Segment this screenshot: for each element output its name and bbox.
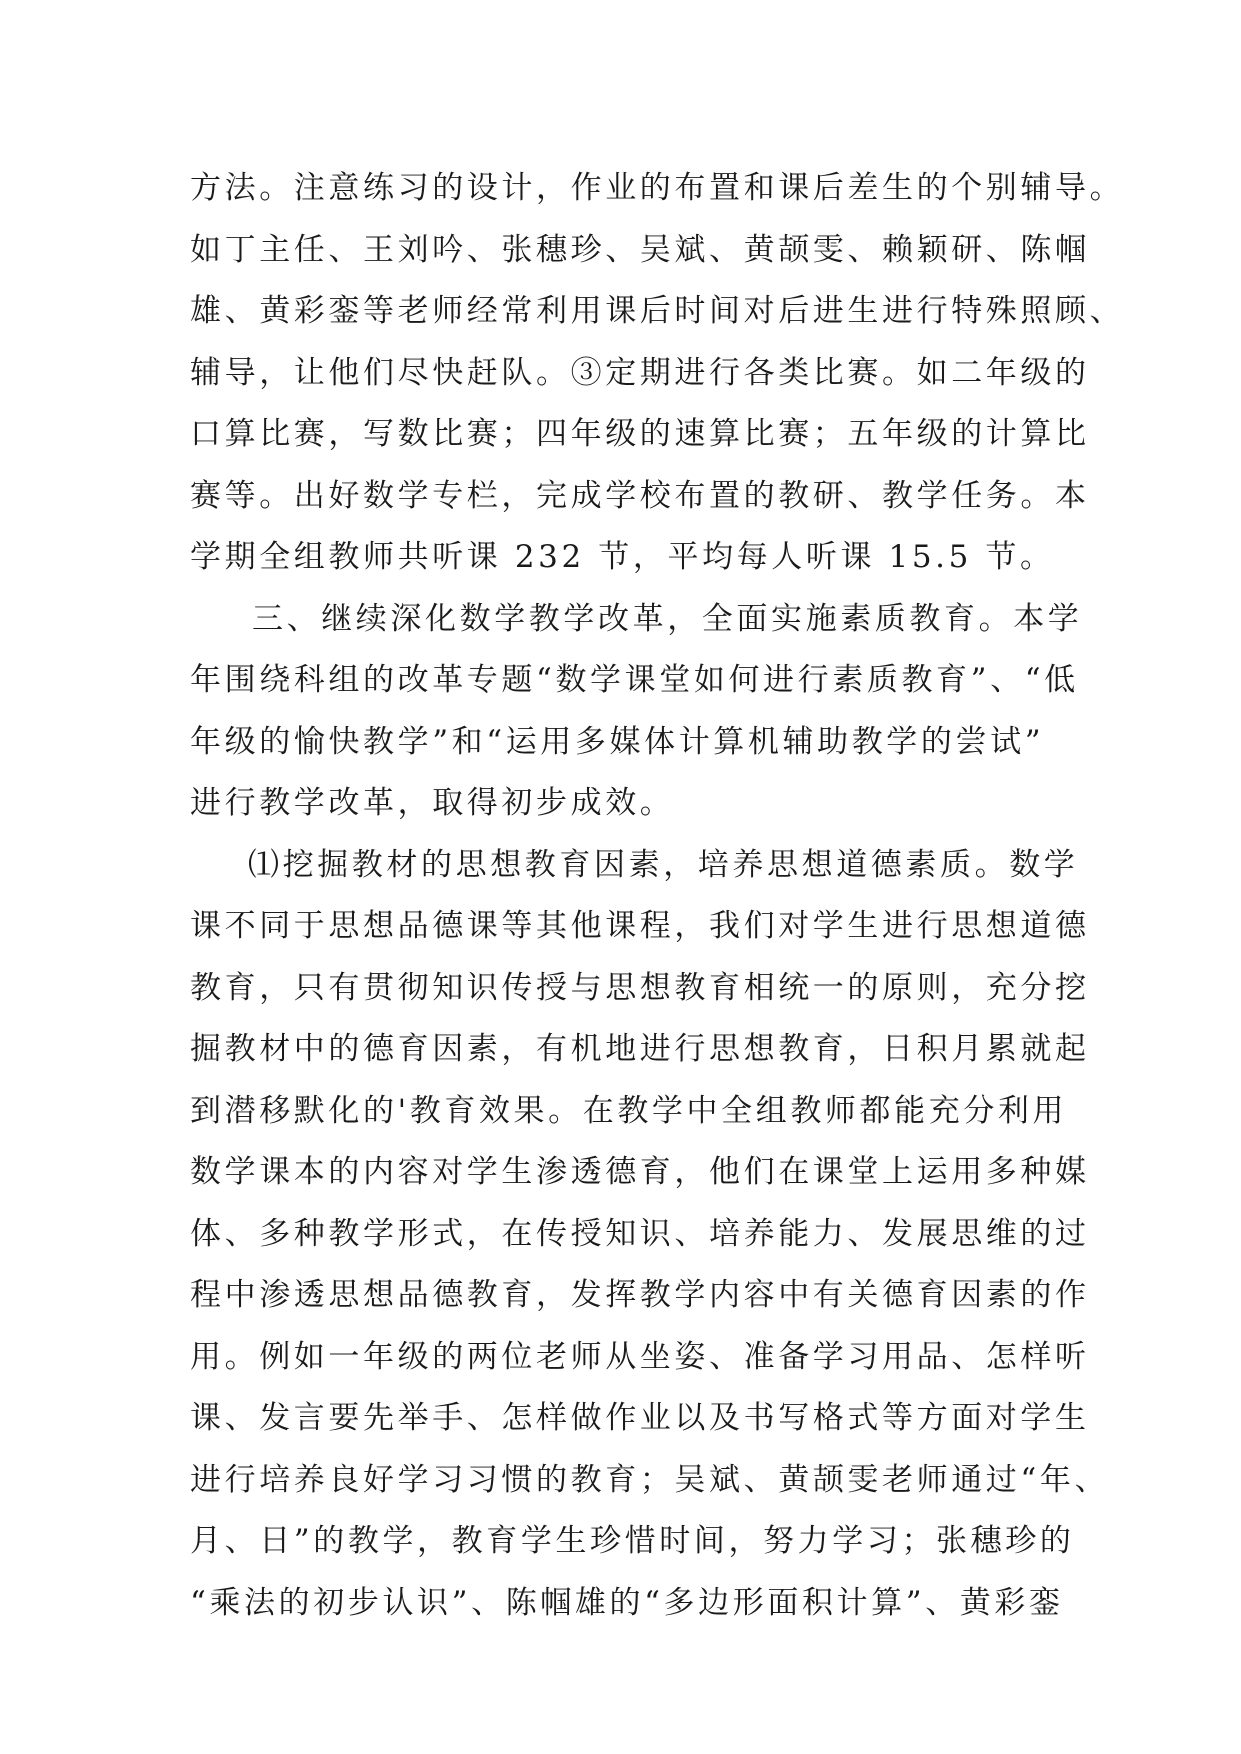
text-line: 年围绕科组的改革专题“数学课堂如何进行素质教育”、“低 (190, 662, 1079, 698)
text-line: 如丁主任、王刘吟、张穗珍、吴斌、黄颉雯、赖颖研、陈帼 (190, 232, 1090, 268)
text-line: 口算比赛，写数比赛；四年级的速算比赛；五年级的计算比 (190, 416, 1090, 452)
text-line: 赛等。出好数学专栏，完成学校布置的教研、教学任务。本 (190, 478, 1090, 514)
section-heading-line: 三、继续深化数学教学改革，全面实施素质教育。本学 (252, 601, 1083, 637)
text-line: 年级的愉快教学”和“运用多媒体计算机辅助教学的尝试” (190, 724, 1045, 760)
text-line: 教育，只有贯彻知识传授与思想教育相统一的原则，充分挖 (190, 970, 1090, 1006)
text-line: 进行教学改革，取得初步成效。 (190, 785, 675, 821)
text-line: 体、多种教学形式，在传授知识、培养能力、发展思维的过 (190, 1216, 1090, 1252)
text-line: 程中渗透思想品德教育，发挥教学内容中有关德育因素的作 (190, 1277, 1090, 1313)
text-line: 到潜移默化的'教育效果。在教学中全组教师都能充分利用 (190, 1093, 1068, 1129)
text-line: “乘法的初步认识”、陈帼雄的“多边形面积计算”、黄彩銮 (190, 1585, 1064, 1621)
text-line: 课、发言要先举手、怎样做作业以及书写格式等方面对学生 (190, 1400, 1090, 1436)
text-line: 方法。注意练习的设计，作业的布置和课后差生的个别辅导。 (190, 170, 1125, 206)
text-line: 掘教材中的德育因素，有机地进行思想教育，日积月累就起 (190, 1031, 1090, 1067)
text-line: 学期全组教师共听课 232 节，平均每人听课 15.5 节。 (190, 539, 1055, 575)
text-line: 用。例如一年级的两位老师从坐姿、准备学习用品、怎样听 (190, 1339, 1090, 1375)
text-line: 数学课本的内容对学生渗透德育，他们在课堂上运用多种媒 (190, 1154, 1090, 1190)
subsection-heading-line: ⑴挖掘教材的思想教育因素，培养思想道德素质。数学 (248, 847, 1079, 883)
text-line: 课不同于思想品德课等其他课程，我们对学生进行思想道德 (190, 908, 1090, 944)
text-line: 进行培养良好学习习惯的教育；吴斌、黄颉雯老师通过“年、 (190, 1462, 1110, 1498)
text-line: 辅导，让他们尽快赶队。③定期进行各类比赛。如二年级的 (190, 355, 1090, 391)
text-line: 月、日”的教学，教育学生珍惜时间，努力学习；张穗珍的 (190, 1523, 1075, 1559)
text-line: 雄、黄彩銮等老师经常利用课后时间对后进生进行特殊照顾、 (190, 293, 1125, 329)
